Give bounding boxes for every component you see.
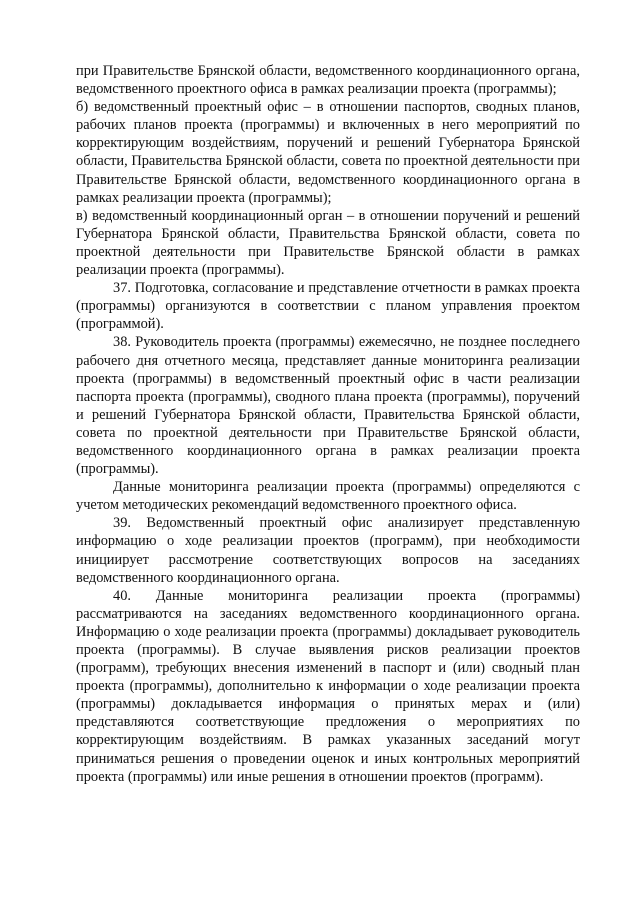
- paragraph-item-v: в) ведомственный координационный орган – в отношении поручений и решений Губернатора Брянской области, Правительства Брянской области, совета по проектной деятельности при Правительстве Брянской области в рамках реализации проекта (программы).: [76, 207, 580, 279]
- paragraph-38-monitoring-data: Данные мониторинга реализации проекта (программы) определяются с учетом методических рекомендаций ведомственного проектного офиса.: [76, 479, 580, 514]
- paragraph-40: 40. Данные мониторинга реализации проекта (программы) рассматриваются на заседаниях ведомственного координационного органа. Информацию о ходе реализации проекта (программы) докладывает руководитель проекта (программы). В случае выявления рисков реализации проектов (программ), требующих внесения изменений в паспорт и (или) сводный план проекта (программы), дополнительно к информации о ходе реализации проекта (программы) докладывается информация о принятых мерах и (или) представляются соответствующие предложения о мероприятиях по корректирующим воздействиям. В рамках указанных заседаний могут приниматься решения о проведении оценок и иных контрольных мероприятий проекта (программы) или иные решения в отношении проектов (программ).: [76, 587, 580, 785]
- document-page: [76, 62, 580, 786]
- paragraph-38: 38. Руководитель проекта (программы) ежемесячно, не позднее последнего рабочего дня отчетного месяца, представляет данные мониторинга реализации проекта (программы) в ведомственный проектный офис в части реализации паспорта проекта (программы), сводного плана проекта (программы), поручений и решений Губернатора Брянской области, Правительства Брянской области, совета по проектной деятельности при Правительстве Брянской области, ведомственного координационного органа в рамках реализации проекта (программы).: [76, 334, 580, 478]
- paragraph-item-b: б) ведомственный проектный офис – в отношении паспортов, сводных планов, рабочих планов проекта (программы) и включенных в него мероприятий по корректирующим воздействиям, поручений и решений Губернатора Брянской области, Правительства Брянской области, совета по проектной деятельности при Правительстве Брянской области, ведомственного координационного органа в рамках реализации проекта (программы);: [76, 99, 580, 206]
- paragraph-39: 39. Ведомственный проектный офис анализирует представленную информацию о ходе реализации проектов (программ), при необходимости инициирует рассмотрение соответствующих вопросов на заседаниях ведомственного координационного органа.: [76, 515, 580, 586]
- paragraph-list-continuation: при Правительстве Брянской области, ведомственного координационного органа, ведомственного проектного офиса в рамках реализации проекта (программы);: [76, 63, 580, 98]
- paragraph-37: 37. Подготовка, согласование и представление отчетности в рамках проекта (программы) организуются в соответствии с планом управления проектом (программой).: [76, 280, 580, 333]
